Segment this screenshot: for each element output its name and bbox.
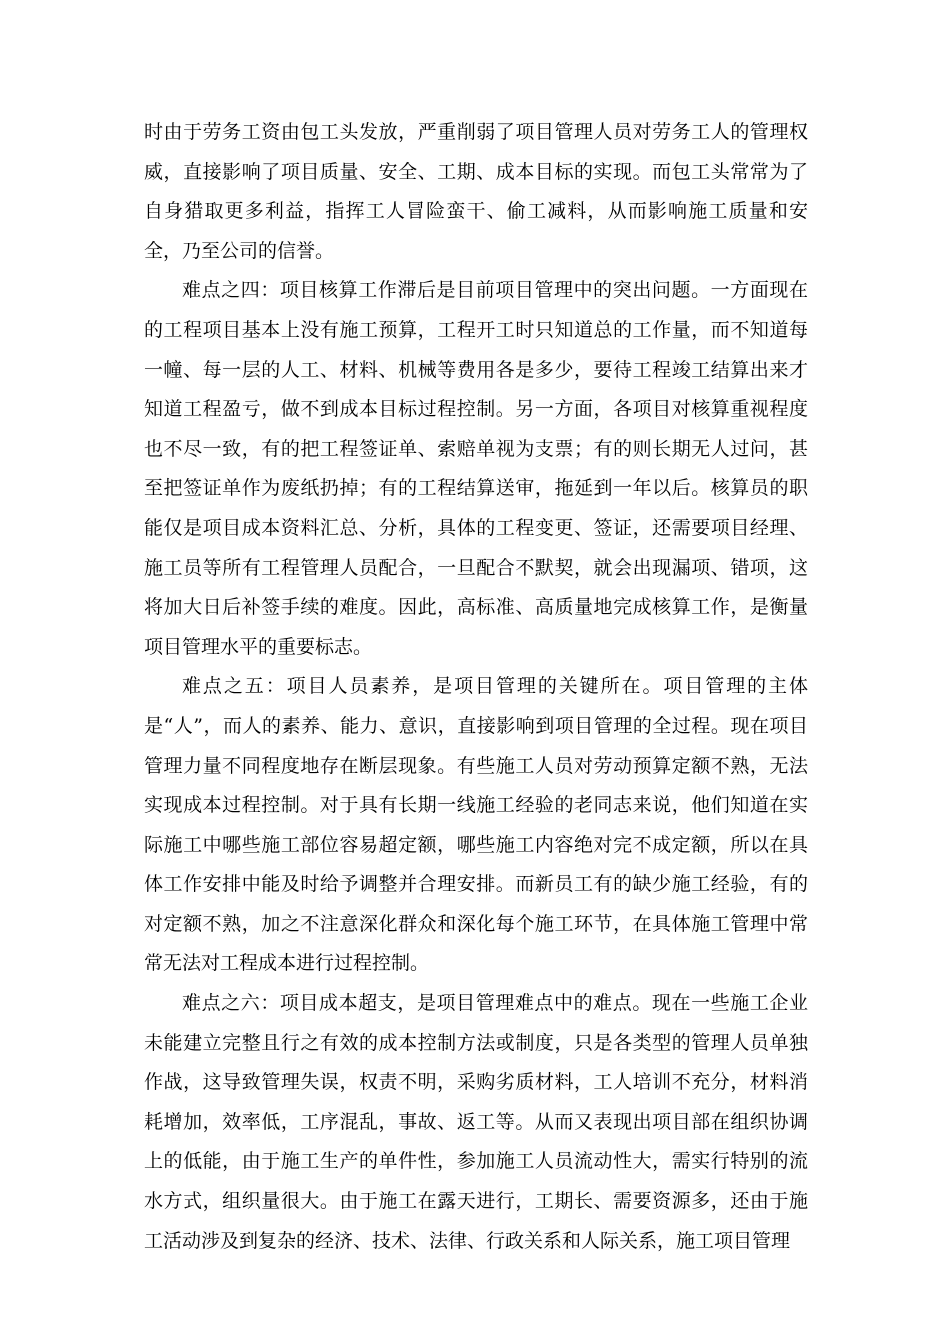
document-body <box>144 113 808 1261</box>
paragraph-difficulty-four: 难点之四：项目核算工作滞后是目前项目管理中的突出问题。一方面现在的工程项目基本上没有施工预算，工程开工时只知道总的工作量，而不知道每一幢、每一层的人工、材料、机械等费用各是多少，要待工程竣工结算出来才知道工程盈亏，做不到成本目标过程控制。另一方面，各项目对核算重视程度也不尽一致，有的把工程签证单、索赔单视为支票；有的则长期无人过问，甚至把签证单作为废纸扔掉；有的工程结算送审，拖延到一年以后。核算员的职能仅是项目成本资料汇总、分析，具体的工程变更、签证，还需要项目经理、施工员等所有工程管理人员配合，一旦配合不默契，就会出现漏项、错项，这将加大日后补签手续的难度。因此，高标准、高质量地完成核算工作，是衡量项目管理水平的重要标志。 <box>144 279 808 658</box>
paragraph-continuation: 时由于劳务工资由包工头发放，严重削弱了项目管理人员对劳务工人的管理权威，直接影响了项目质量、安全、工期、成本目标的实现。而包工头常常为了自身猎取更多利益，指挥工人冒险蛮干、偷工减料，从而影响施工质量和安全，乃至公司的信誉。 <box>144 121 808 262</box>
paragraph-difficulty-six: 难点之六：项目成本超支，是项目管理难点中的难点。现在一些施工企业未能建立完整且行之有效的成本控制方法或制度，只是各类型的管理人员单独作战，这导致管理失误，权责不明，采购劣质材料，工人培训不充分，材料消耗增加，效率低，工序混乱，事故、返工等。从而又表现出项目部在组织协调上的低能，由于施工生产的单件性，参加施工人员流动性大，需实行特别的流水方式，组织量很大。由于施工在露天进行，工期长、需要资源多，还由于施工活动涉及到复杂的经济、技术、法律、行政关系和人际关系，施工项目管理 <box>144 992 808 1252</box>
paragraph-difficulty-five: 难点之五：项目人员素养，是项目管理的关键所在。项目管理的主体是“人”，而人的素养、能力、意识，直接影响到项目管理的全过程。现在项目管理力量不同程度地存在断层现象。有些施工人员对劳动预算定额不熟，无法实现成本过程控制。对于具有长期一线施工经验的老同志来说，他们知道在实际施工中哪些施工部位容易超定额，哪些施工内容绝对完不成定额，所以在具体工作安排中能及时给予调整并合理安排。而新员工有的缺少施工经验，有的对定额不熟，加之不注意深化群众和深化每个施工环节，在具体施工管理中常常无法对工程成本进行过程控制。 <box>144 675 808 975</box>
